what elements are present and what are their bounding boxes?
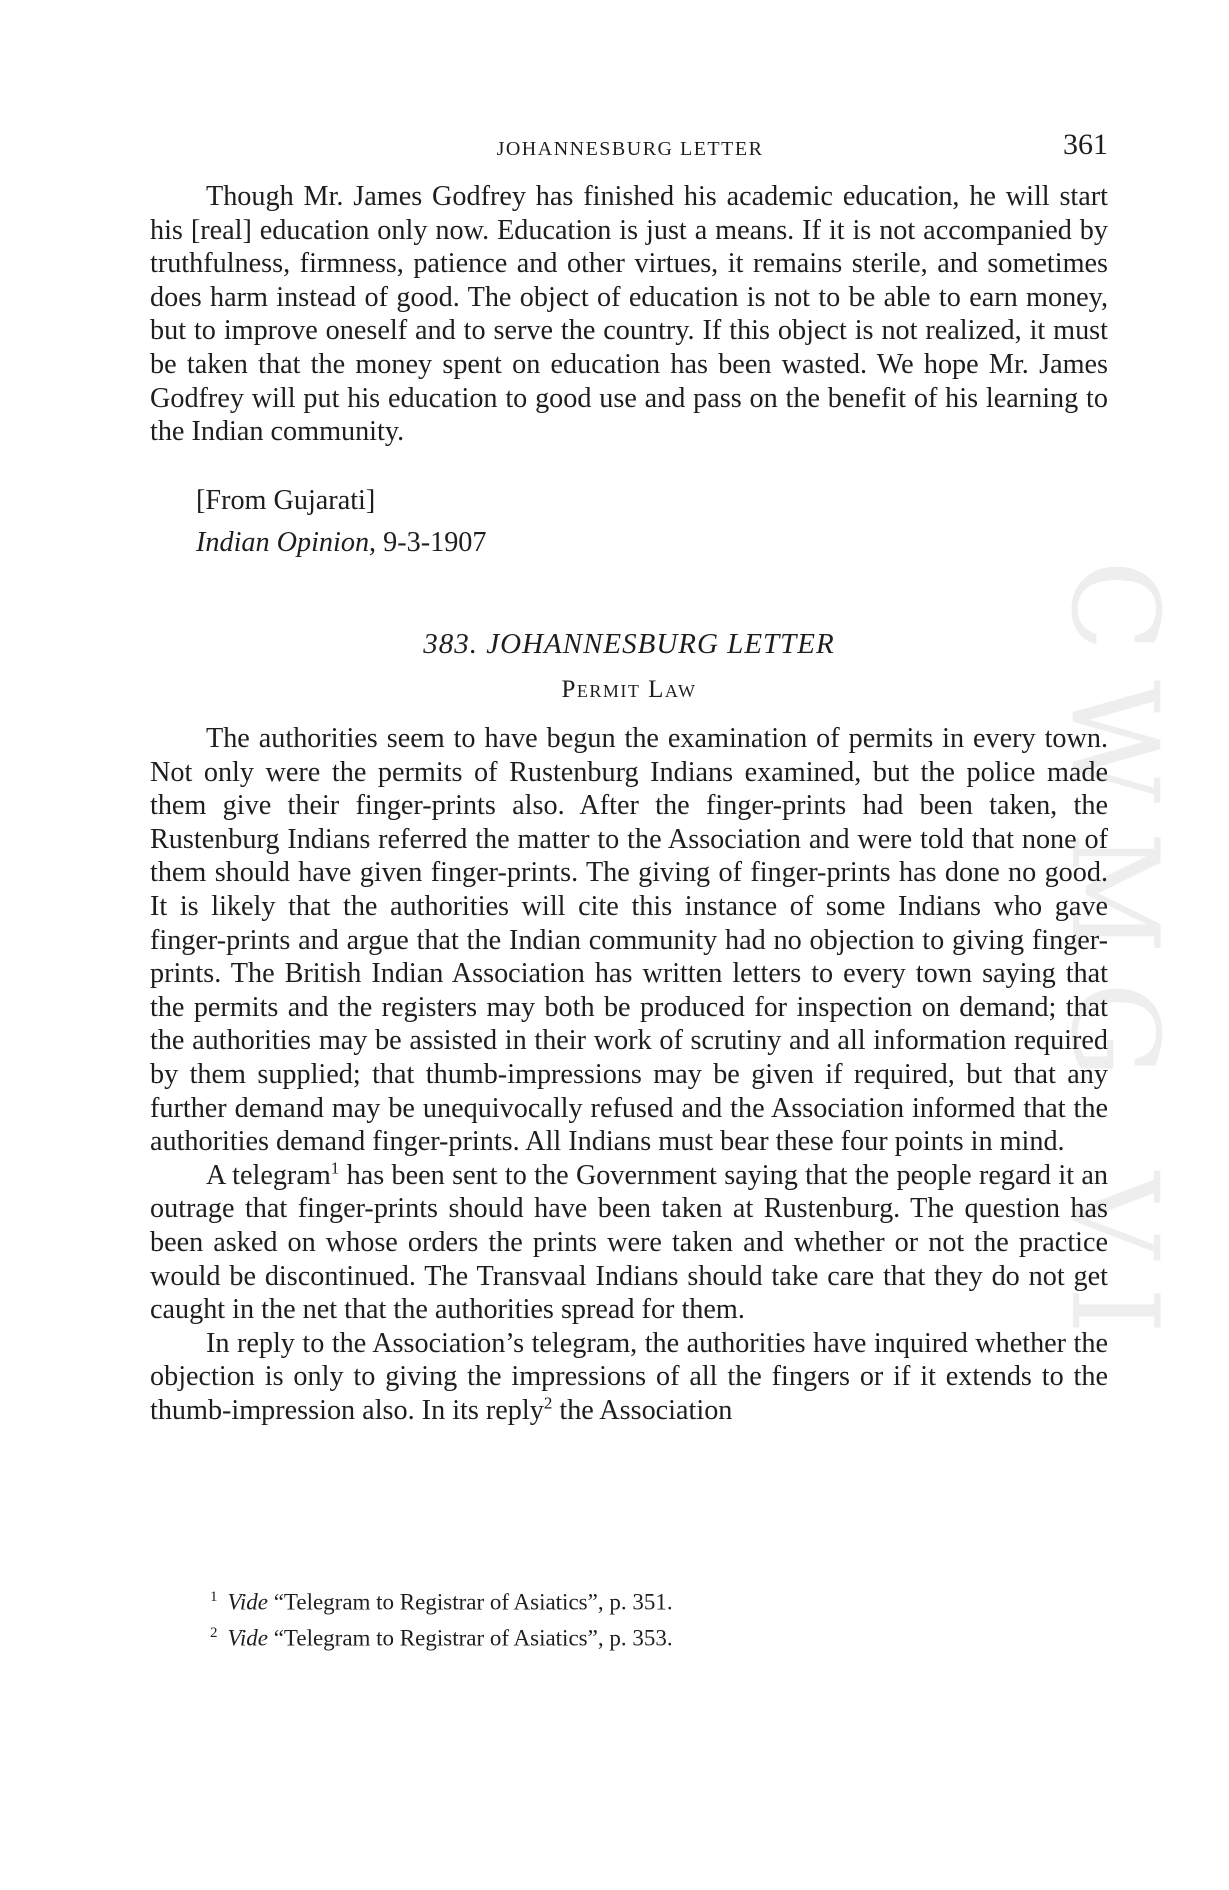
footnote (210, 1582, 673, 1618)
footnote-vide: Vide (227, 1589, 268, 1615)
running-title: JOHANNESBURG LETTER (496, 138, 764, 160)
source-date: , 9-3-1907 (369, 527, 487, 558)
footnote-ref-1: 1 (330, 1158, 340, 1178)
paragraph-2-rest: has been sent to the Government saying that the people regard it an outrage that finger-prints should have been taken at Rustenburg. The question has been asked on whose orders the prints were taken and whether or not the practice would be discontinued. The Transvaal Indians should take care that they do not get caught in the net that the authorities spread for them. (150, 1159, 1108, 1326)
watermark-text: CWMG VI (1044, 560, 1183, 1363)
source-publication: Indian Opinion (196, 527, 370, 558)
paragraph-3 (150, 1327, 1108, 1428)
paragraph-1: The authorities seem to have begun the examination of permits in every town. Not only were the permits of Rustenburg Indians examined, but the police made them give their finger-prints also. After the finger-prints had been taken, the Rustenburg Indians referred the matter to the Association and were told that none of them should have given finger-prints. The giving of finger-prints has done no good. It is likely that the authorities will cite this instance of some Indians who gave finger-prints and argue that the Indian community had no objection to giving finger-prints. The British Indian Association has written letters to every town saying that the permits and the registers may both be produced for inspection on demand; that the authorities may be assisted in their work of scrutiny and all information required by them supplied; that thumb-impressions may be given if required, but that any further demand may be unequivocally refused and the Association informed that the authorities demand finger-prints. All Indians must bear these four points in mind. (150, 723, 1108, 1158)
footnote-number: 2 (210, 1624, 218, 1641)
footnote-number: 1 (210, 1589, 218, 1605)
paragraph-3-rest: the Association (552, 1394, 733, 1426)
article-body (150, 722, 1108, 1427)
previous-article-body (150, 180, 1108, 449)
footnote-text: “Telegram to Registrar of Asiatics”, p. 351. (267, 1589, 673, 1615)
source-citation (196, 526, 486, 560)
paragraph-2-start: A telegram (206, 1159, 331, 1191)
paragraph: Though Mr. James Godfrey has finished his academic education, he will start his [real] education only now. Education is just a means. If it is not accompanied by truthfulness, firmness, patience and other virtues, it remains sterile, and sometimes does harm instead of good. The object of education is not to be able to earn money, but to improve oneself and to serve the country. If this object is not realized, it must be taken that the money spent on education has been wasted. We hope Mr. James Godfrey will put his education to good use and pass on the benefit of his learning to the Indian community. (150, 181, 1108, 448)
paragraph-3-start: In reply to the Association’s telegram, the authorities have inquired whether the objection is only to giving the impressions of all the fingers or if it extends to the thumb-impression also. In its reply (150, 1327, 1108, 1426)
footnote-text: “Telegram to Registrar of Asiatics”, p. 353. (267, 1625, 673, 1651)
page-number: 361 (1063, 128, 1108, 161)
footnote-ref-2: 2 (543, 1393, 553, 1413)
article-subheading: Permit Law (561, 676, 697, 703)
source-language: [From Gujarati] (196, 485, 376, 516)
footnote-vide: Vide (227, 1625, 268, 1651)
article-heading: 383. JOHANNESBURG LETTER (423, 628, 835, 660)
footnotes (210, 1582, 673, 1653)
running-head (150, 128, 1110, 168)
paragraph-2 (150, 1159, 1108, 1327)
footnote (210, 1618, 673, 1654)
